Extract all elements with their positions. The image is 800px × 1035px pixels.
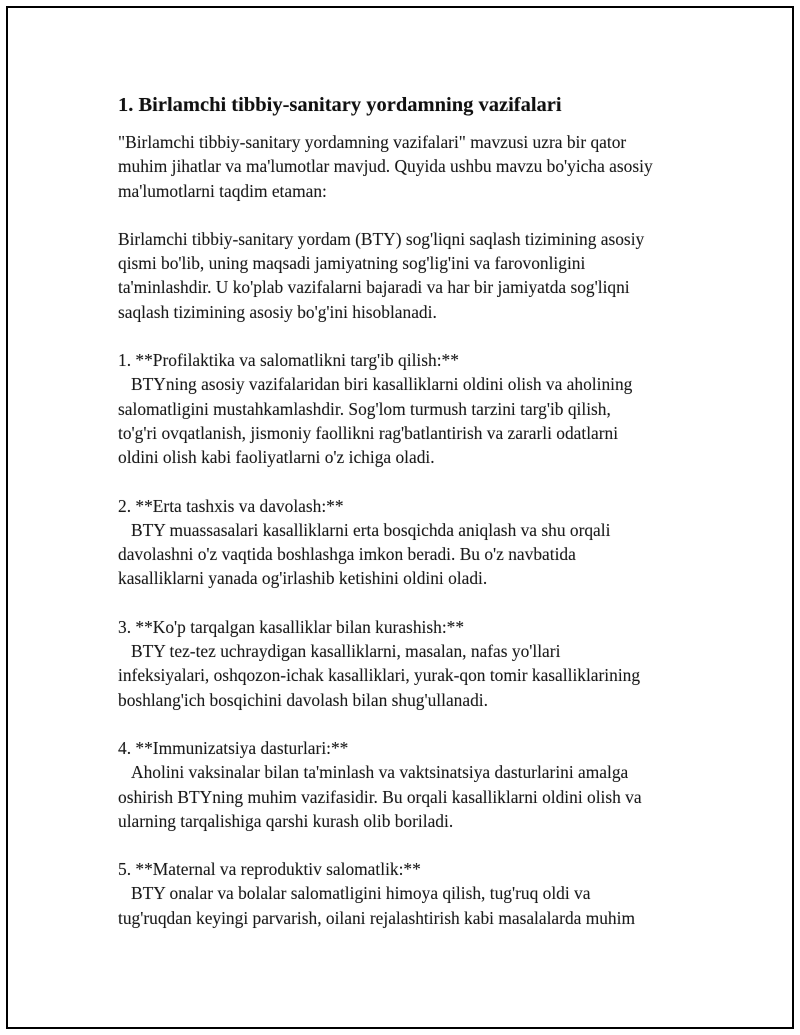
list-item-title: 3. **Ko'p tarqalgan kasalliklar bilan kurashish:** [118, 616, 465, 637]
intro-paragraph: "Birlamchi tibbiy-sanitary yordamning vazifalari" mavzusi uzra bir qator muhim jihatlar va ma'lumotlar mavjud. Quyida ushbu mavzu bo'yicha asosiy ma'lumotlarni taqdim etaman: [118, 132, 653, 201]
list-item [118, 348, 698, 469]
list-item [118, 857, 698, 930]
list-item [118, 736, 698, 833]
list-item-body: Aholini vaksinalar bilan ta'minlash va vaktsinatsiya dasturlarini amalga oshirish BTYning muhim vazifasidir. Bu orqali kasalliklarni oldini olish va ularning tarqalishiga qarshi kurash olib boriladi. [118, 762, 642, 831]
list-item [118, 615, 698, 712]
overview-paragraph: Birlamchi tibbiy-sanitary yordam (BTY) sog'liqni saqlash tizimining asosiy qismi bo'lib, uning maqsadi jamiyatning sog'lig'ini va farovonligini ta'minlashdir. U ko'plab vazifalarni bajaradi va har bir jamiyatda sog'liqni saqlash tizimining asosiy bo'g'ini hisoblanadi. [118, 228, 645, 322]
list-item [118, 494, 698, 591]
list-item-title: 5. **Maternal va reproduktiv salomatlik:** [118, 859, 421, 880]
list-item-title: 4. **Immunizatsiya dasturlari:** [118, 737, 349, 758]
section-heading: 1. Birlamchi tibbiy-sanitary yordamning vazifalari [118, 94, 562, 116]
list-item-title: 2. **Erta tashxis va davolash:** [118, 495, 344, 516]
document-content [118, 92, 698, 954]
list-item-body: BTY tez-tez uchraydigan kasalliklarni, masalan, nafas yo'llari infeksiyalari, oshqozon-ichak kasalliklari, yurak-qon tomir kasalliklarining boshlang'ich bosqichini davolash bilan shug'ullanadi. [118, 641, 641, 710]
list-item-body: BTY onalar va bolalar salomatligini himoya qilish, tug'ruq oldi va tug'ruqdan keyingi parvarish, oilani rejalashtirish kabi masalalarda muhim [118, 883, 635, 928]
list-item-title: 1. **Profilaktika va salomatlikni targ'ib qilish:** [118, 350, 459, 371]
list-item-body: BTYning asosiy vazifalaridan biri kasalliklarni oldini olish va aholining salomatligini mustahkamlashdir. Sog'lom turmush tarzini targ'ib qilish, to'g'ri ovqatlanish, jismoniy faollikni rag'batlantirish va zararli odatlarni oldini olish kabi faoliyatlarni o'z ichiga oladi. [118, 374, 633, 468]
list-item-body: BTY muassasalari kasalliklarni erta bosqichda aniqlash va shu orqali davolashni o'z vaqtida boshlashga imkon beradi. Bu o'z navbatida kasalliklarni yanada og'irlashib ketishini oldini oladi. [118, 519, 611, 589]
